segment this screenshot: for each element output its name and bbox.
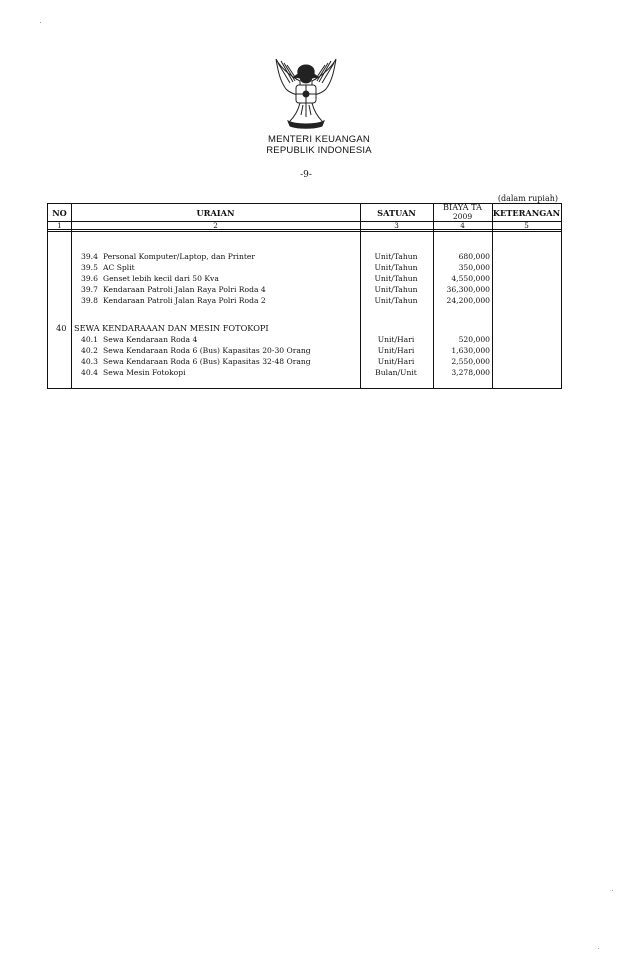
- item-biaya: 24,200,000: [446, 296, 490, 305]
- item-code: 40.4: [81, 368, 98, 377]
- item-code: 39.8: [81, 296, 98, 305]
- numbering-divider-double: [48, 231, 561, 232]
- item-satuan: Unit/Tahun: [374, 263, 418, 272]
- item-biaya: 4,550,000: [451, 274, 490, 283]
- republic-title: REPUBLIK INDONESIA: [266, 145, 372, 156]
- item-code: 39.6: [81, 274, 98, 283]
- scan-speck: [598, 948, 599, 949]
- item-desc: Kendaraan Patroli Jalan Raya Polri Roda 2: [103, 296, 266, 305]
- item-desc: Sewa Kendaraan Roda 4: [103, 335, 198, 344]
- col-number: 2: [213, 221, 218, 230]
- item-biaya: 2,550,000: [451, 357, 490, 366]
- item-satuan: Unit/Tahun: [374, 252, 418, 261]
- col-header-biaya-line1: BIAYA TA: [442, 202, 483, 212]
- scan-speck: [612, 890, 613, 891]
- item-biaya: 680,000: [458, 252, 490, 261]
- col-number: 3: [394, 221, 399, 230]
- item-code: 40.3: [81, 357, 98, 366]
- item-code: 39.7: [81, 285, 98, 294]
- item-desc: Sewa Kendaraan Roda 6 (Bus) Kapasitas 32-48 Orang: [103, 357, 311, 366]
- section-title: SEWA KENDARAAAN DAN MESIN FOTOKOPI: [74, 323, 269, 333]
- col-number: 5: [524, 221, 529, 230]
- item-desc: Personal Komputer/Laptop, dan Printer: [103, 252, 256, 261]
- scan-speck: [40, 22, 41, 23]
- page-number: -9-: [300, 170, 312, 180]
- item-code: 40.1: [81, 335, 98, 344]
- item-code: 40.2: [81, 346, 98, 355]
- item-code: 39.5: [81, 263, 98, 272]
- col-number: 4: [460, 221, 465, 230]
- item-biaya: 36,300,000: [446, 285, 490, 294]
- col-header-uraian: URAIAN: [196, 208, 235, 218]
- section-number: 40: [56, 323, 67, 333]
- garuda-emblem-icon: [270, 55, 342, 131]
- item-satuan: Bulan/Unit: [375, 368, 417, 377]
- cost-table: [47, 203, 562, 389]
- item-biaya: 350,000: [458, 263, 490, 272]
- col-header-biaya-line2: 2009: [452, 212, 473, 221]
- col-number: 1: [57, 221, 62, 230]
- item-desc: Genset lebih kecil dari 50 Kva: [103, 274, 219, 283]
- item-code: 39.4: [81, 252, 98, 261]
- item-satuan: Unit/Hari: [377, 335, 415, 344]
- ministry-title: MENTERI KEUANGAN: [268, 134, 370, 145]
- col-header-no: NO: [52, 208, 67, 218]
- item-satuan: Unit/Tahun: [374, 285, 418, 294]
- item-biaya: 520,000: [458, 335, 490, 344]
- item-biaya: 1,630,000: [451, 346, 490, 355]
- item-satuan: Unit/Tahun: [374, 296, 418, 305]
- item-biaya: 3,278,000: [451, 368, 490, 377]
- item-desc: Sewa Mesin Fotokopi: [103, 368, 186, 377]
- item-desc: Kendaraan Patroli Jalan Raya Polri Roda 4: [103, 285, 266, 294]
- item-satuan: Unit/Hari: [377, 357, 415, 366]
- item-satuan: Unit/Tahun: [374, 274, 418, 283]
- item-satuan: Unit/Hari: [377, 346, 415, 355]
- item-desc: Sewa Kendaraan Roda 6 (Bus) Kapasitas 20-30 Orang: [103, 346, 311, 355]
- item-desc: AC Split: [103, 263, 135, 272]
- col-header-satuan: SATUAN: [377, 208, 416, 218]
- currency-unit-note: (dalam rupiah): [497, 194, 558, 203]
- col-header-keterangan: KETERANGAN: [492, 208, 561, 218]
